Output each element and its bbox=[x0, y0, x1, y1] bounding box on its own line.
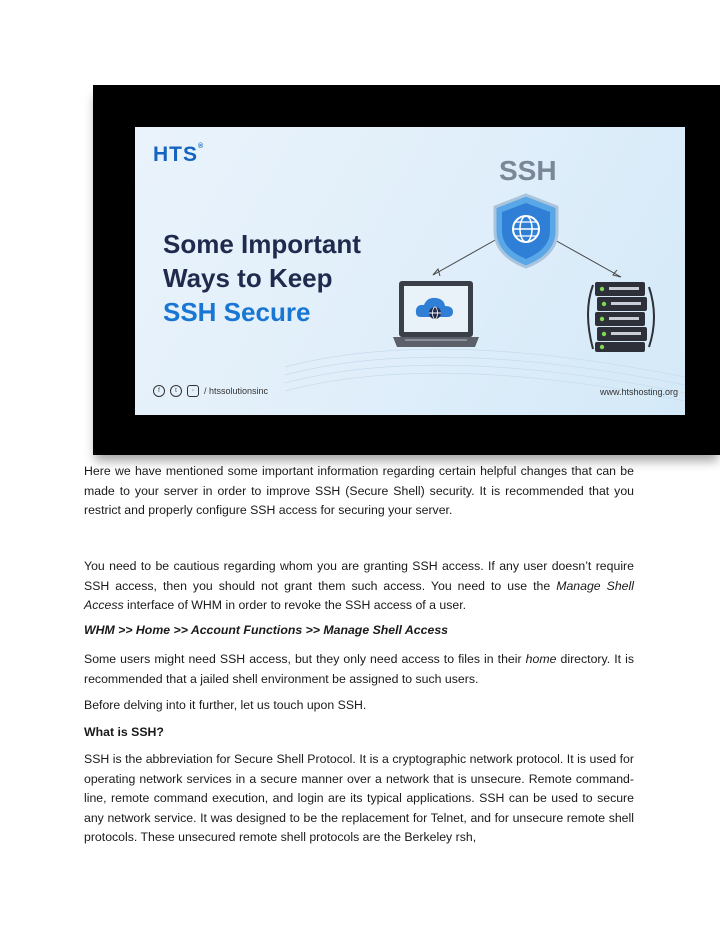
paragraph-jailed-shell bbox=[84, 650, 634, 689]
paragraph-before-delving: Before delving into it further, let us touch upon SSH. bbox=[84, 698, 367, 712]
paragraph-intro: Here we have mentioned some important information regarding certain helpful changes that can be made to your server in order to improve SSH (Secure Shell) security. It is recommended that you restrict and properly configure SSH access for securing your server. bbox=[84, 464, 634, 517]
p3-emphasis: home bbox=[525, 652, 557, 666]
laptop-cloud-icon bbox=[393, 281, 479, 347]
logo-text: HTS bbox=[153, 143, 198, 166]
banner-image bbox=[135, 127, 685, 415]
headline-line-3: SSH Secure bbox=[163, 297, 311, 327]
facebook-icon[interactable]: f bbox=[153, 385, 165, 397]
headline-line-2: Ways to Keep bbox=[163, 263, 333, 293]
network-illustration bbox=[135, 127, 685, 415]
social-handle: / htssolutionsinc bbox=[204, 386, 269, 396]
shield-globe-icon bbox=[495, 195, 557, 267]
social-links bbox=[153, 385, 268, 397]
p3-text-start: Some users might need SSH access, but they only need access to files in their bbox=[84, 652, 526, 666]
twitter-icon[interactable]: t bbox=[170, 385, 182, 397]
p2-emphasis: Manage Shell Access bbox=[84, 578, 634, 612]
whm-path bbox=[84, 621, 634, 641]
p3-text-end: directory. It is recommended that a jailed shell environment be assigned to such users. bbox=[84, 652, 634, 686]
whm-path-text: WHM >> Home >> Account Functions >> Manage Shell Access bbox=[84, 623, 448, 637]
website-url: www.htshosting.org bbox=[600, 387, 679, 397]
p2-text-start: You need to be cautious regarding whom you are granting SSH access. If any user doesn’t require SSH access, then you should not grant them such access. You need to use the bbox=[84, 559, 634, 593]
instagram-icon[interactable]: ◦ bbox=[187, 385, 199, 397]
ssh-label: SSH bbox=[499, 155, 557, 186]
p2-text-end: interface of WHM in order to revoke the SSH access of a user. bbox=[123, 598, 467, 612]
section-heading: What is SSH? bbox=[84, 725, 164, 739]
paragraph-ssh-access bbox=[84, 557, 634, 616]
headline-line-1: Some Important bbox=[163, 229, 361, 259]
server-rack-icon bbox=[588, 282, 654, 352]
logo-registered-mark: ® bbox=[198, 143, 205, 150]
paragraph-what-is-ssh: SSH is the abbreviation for Secure Shell Protocol. It is a cryptographic network protocol. It is used for operating network services in a secure manner over a network that is unsecure. Remote command-line, remote command execution, and login are its typical applications. SSH can be used to secure any network service. It was designed to be the replacement for Telnet, and for unsecure remote shell protocols. These unsecured remote shell protocols are the Berkeley rsh, bbox=[84, 752, 634, 844]
